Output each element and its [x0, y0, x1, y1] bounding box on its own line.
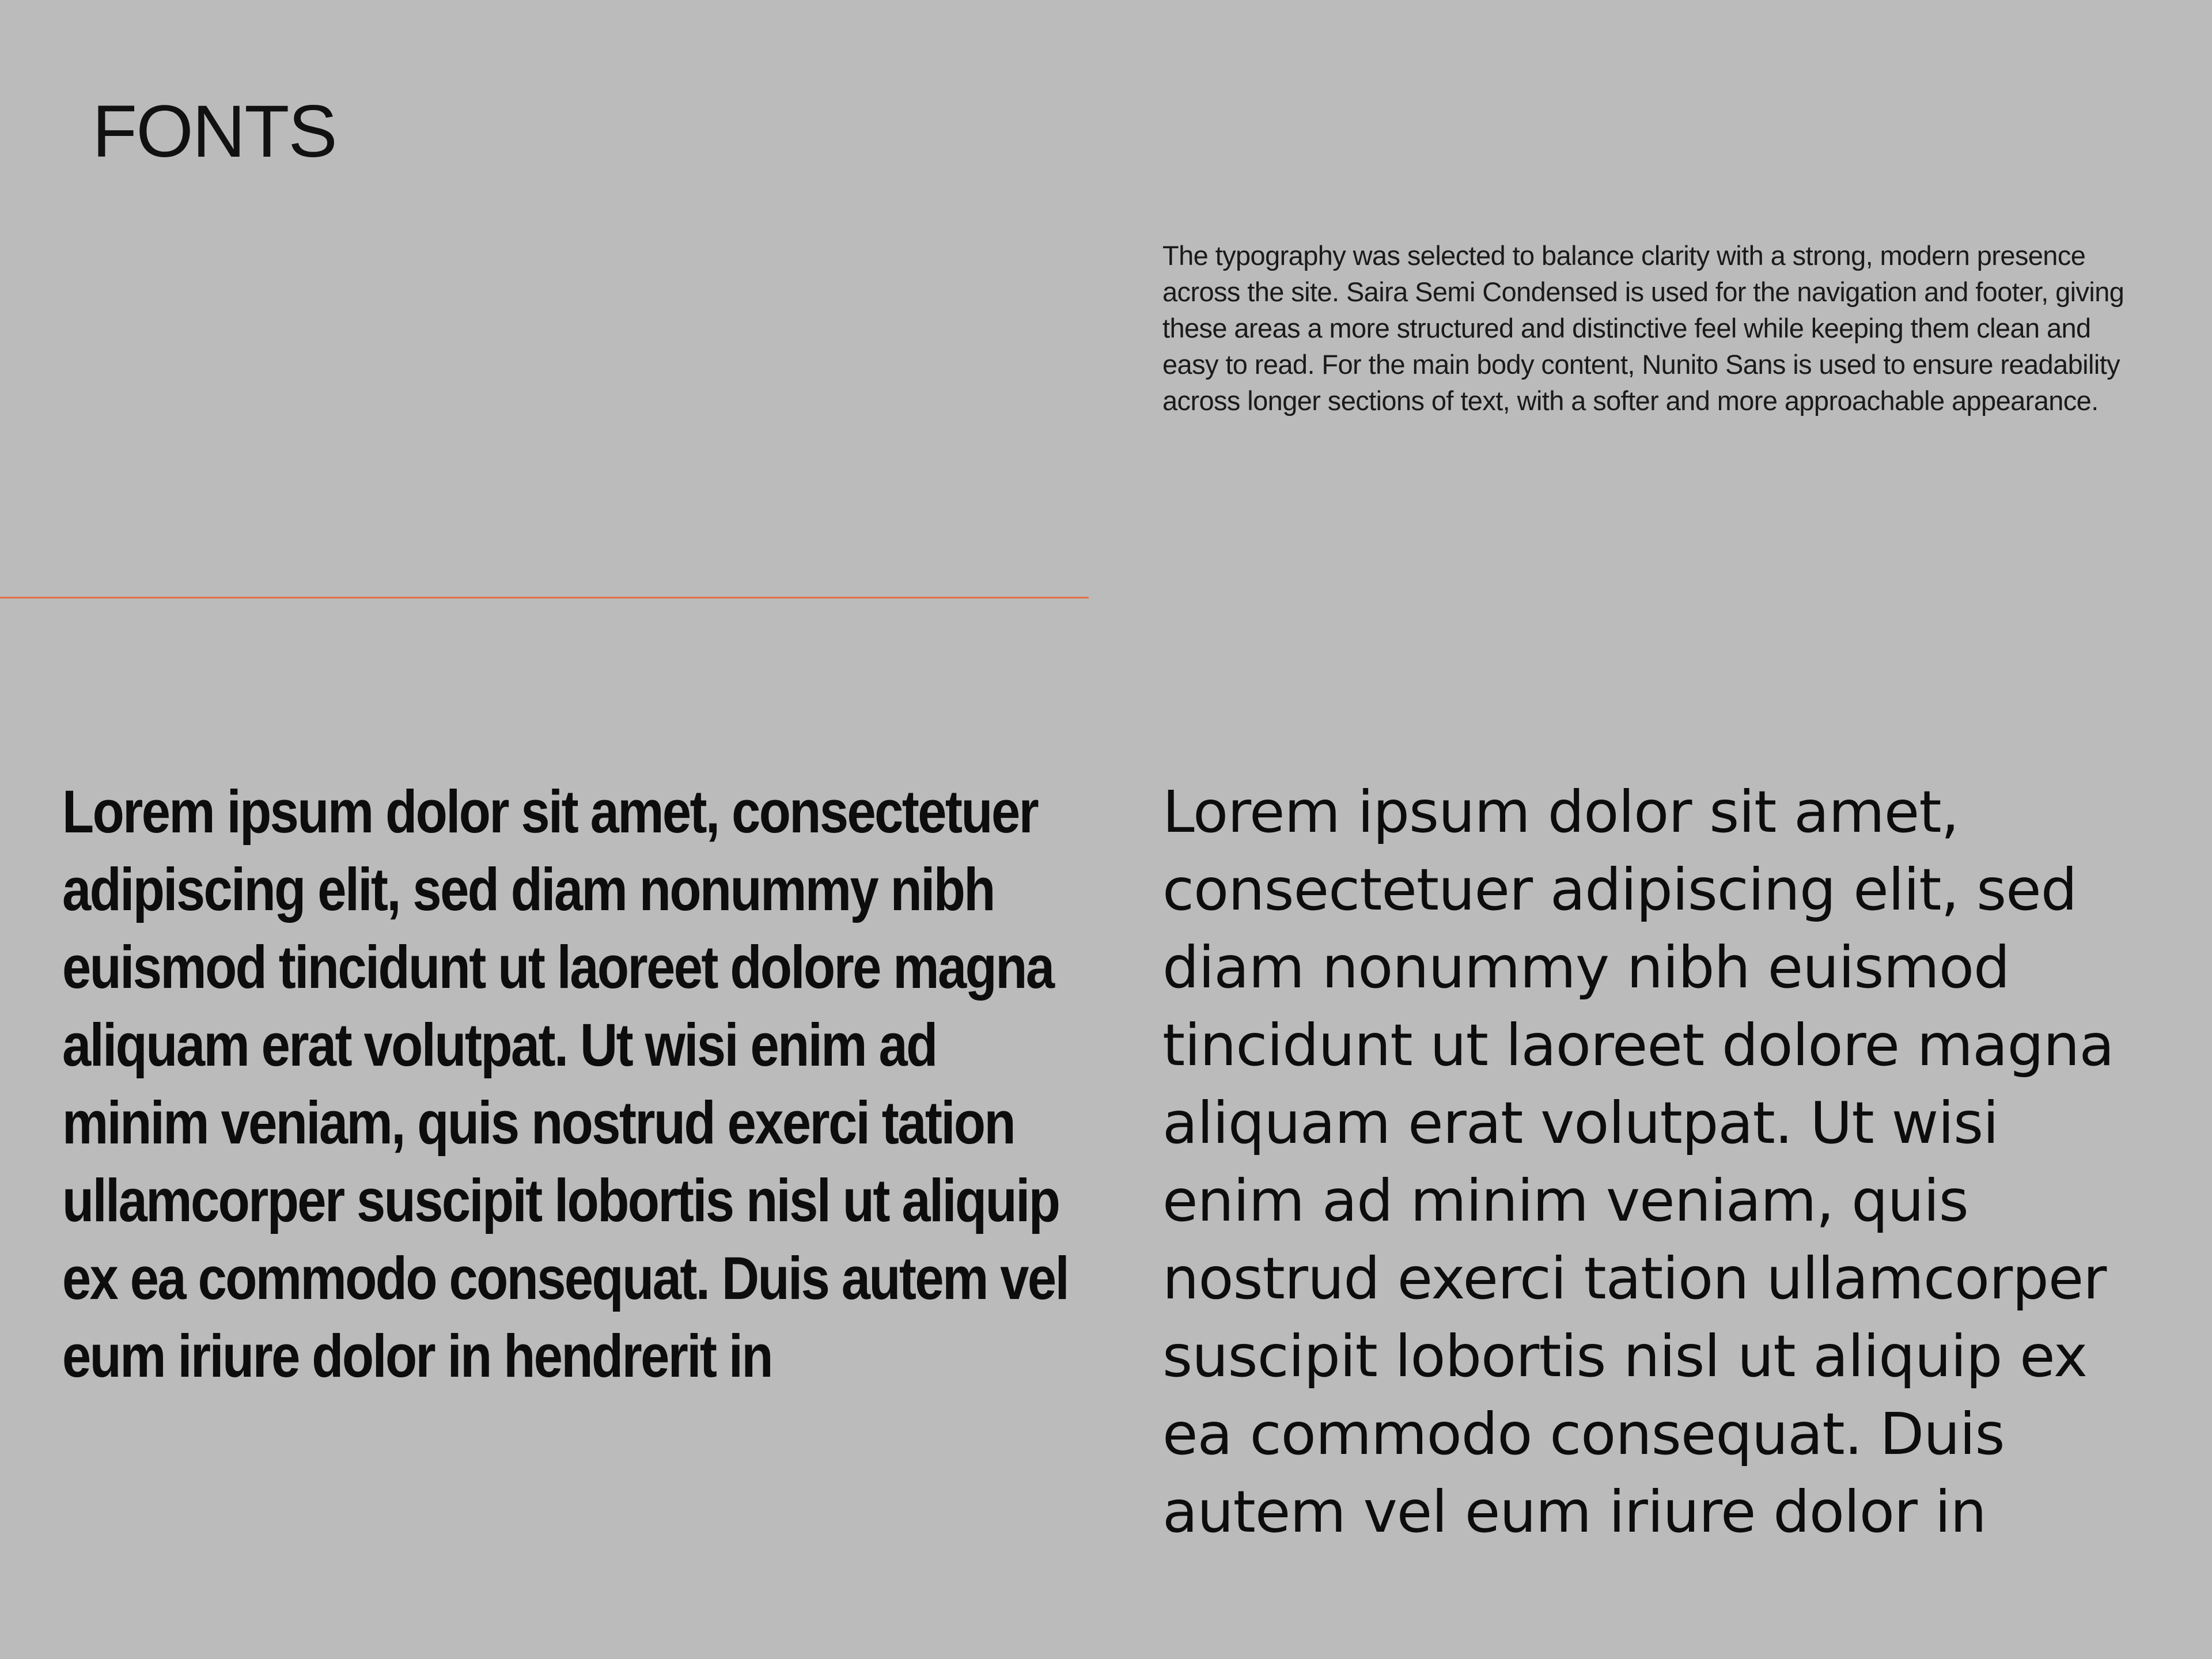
bold-font-sample: Lorem ipsum dolor sit amet, consectetuer adipiscing elit, sed diam nonummy nibh euismod tincidunt ut laoreet dolore magna aliquam erat volutpat. Ut wisi enim ad minim veniam, quis nostrud exerci tation ullamcorper suscipit lobortis nisl ut aliquip ex ea commodo consequat. Duis autem vel eum iriure dolor in hendrerit in	[62, 778, 1069, 1390]
page-title: FONTS	[92, 90, 336, 173]
accent-divider	[0, 597, 1089, 599]
intro-paragraph: The typography was selected to balance clarity with a strong, modern presence across the site. Saira Semi Condensed is used for the navigation and footer, giving these areas a more structured and distinctive feel while keeping them clean and easy to read. For the main body content, Nunito Sans is used to ensure readability across longer sections of text, with a softer and more approachable appearance.	[1162, 240, 2124, 416]
regular-font-sample: Lorem ipsum dolor sit amet, consectetuer adipiscing elit, sed diam nonummy nibh euismod tincidunt ut laoreet dolore magna aliquam erat volutpat. Ut wisi enim ad minim veniam, quis nostrud exerci tation ullamcorper suscipit lobortis nisl ut aliquip ex ea commodo consequat. Duis autem vel eum iriure dolor in	[1162, 778, 2114, 1546]
